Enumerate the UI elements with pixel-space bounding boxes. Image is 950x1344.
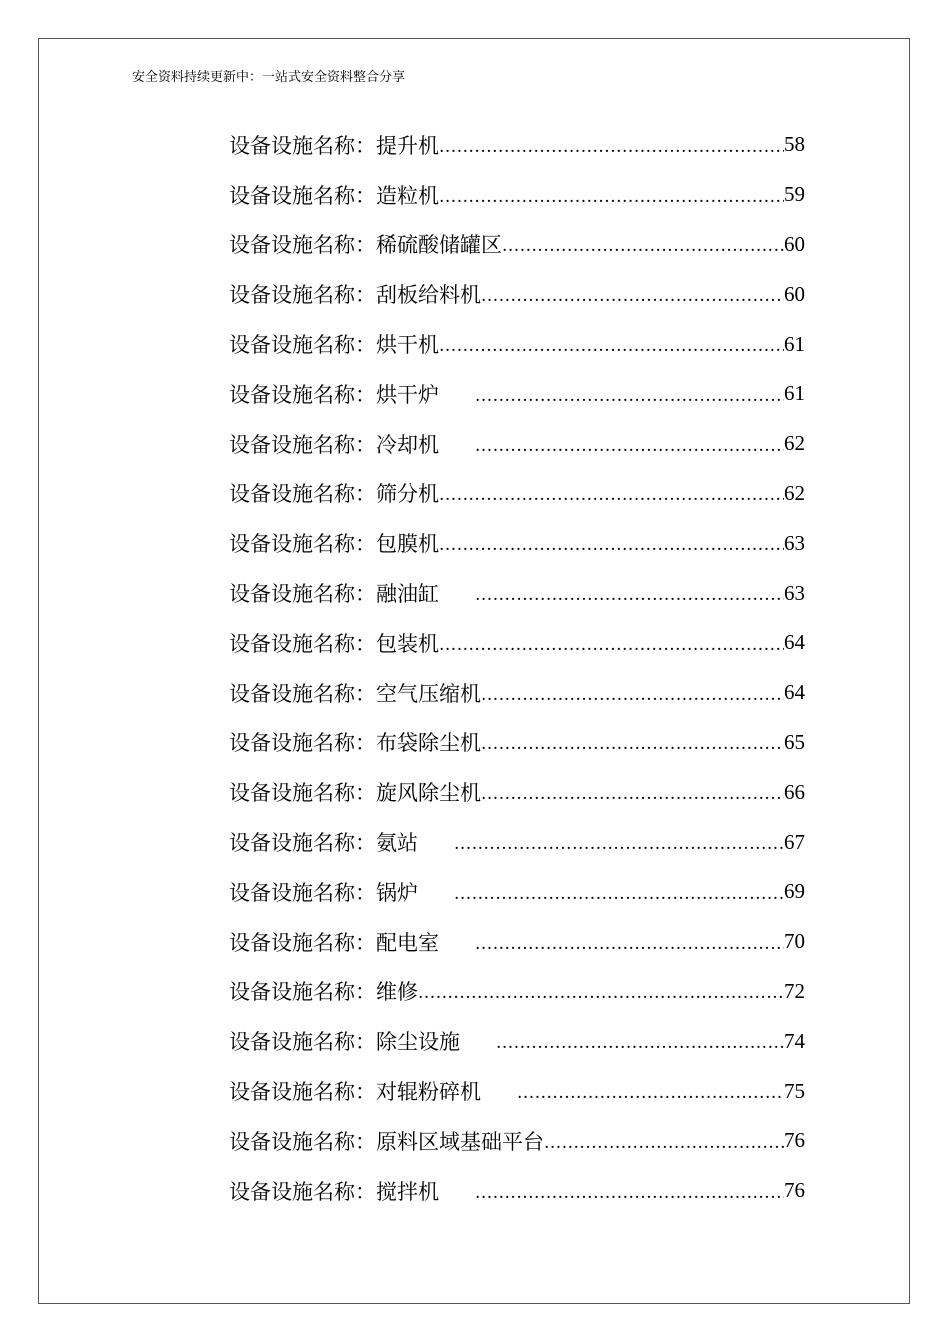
toc-dot-leader bbox=[517, 1081, 784, 1105]
toc-entry[interactable] bbox=[229, 419, 805, 469]
toc-entry[interactable] bbox=[229, 967, 805, 1017]
toc-entry-name: 烘干炉 bbox=[376, 382, 439, 407]
toc-dot-leader bbox=[439, 483, 784, 507]
toc-dot-leader bbox=[502, 234, 784, 258]
toc-dot-leader bbox=[439, 135, 784, 159]
toc-dot-leader bbox=[481, 683, 784, 707]
toc-entry-prefix: 设备设施名称： bbox=[229, 880, 376, 905]
toc-entry-name: 融油缸 bbox=[376, 582, 439, 607]
toc-entry-page-number: 65 bbox=[784, 729, 805, 754]
toc-entry-page-number: 66 bbox=[784, 779, 805, 804]
toc-entry[interactable] bbox=[229, 1166, 805, 1216]
toc-dot-leader bbox=[439, 533, 784, 557]
toc-dot-leader bbox=[439, 185, 784, 209]
toc-dot-leader bbox=[454, 882, 784, 906]
toc-entry-name: 旋风除尘机 bbox=[376, 781, 481, 806]
table-of-contents bbox=[229, 120, 805, 1216]
toc-entry-name: 空气压缩机 bbox=[376, 681, 481, 706]
toc-entry-name: 提升机 bbox=[376, 133, 439, 158]
toc-entry-prefix: 设备设施名称： bbox=[229, 582, 376, 607]
toc-entry-name: 刮板给料机 bbox=[376, 283, 481, 308]
toc-dot-leader bbox=[439, 334, 784, 358]
toc-entry-page-number: 64 bbox=[784, 630, 805, 655]
toc-entry-page-number: 70 bbox=[784, 929, 805, 954]
toc-entry-prefix: 设备设施名称： bbox=[229, 133, 376, 158]
toc-entry-prefix: 设备设施名称： bbox=[229, 1030, 376, 1055]
toc-entry[interactable] bbox=[229, 917, 805, 967]
toc-dot-leader bbox=[454, 832, 784, 856]
toc-entry-page-number: 60 bbox=[784, 281, 805, 306]
toc-entry-name: 配电室 bbox=[376, 930, 439, 955]
toc-entry-page-number: 58 bbox=[784, 132, 805, 157]
toc-dot-leader bbox=[481, 782, 784, 806]
toc-entry[interactable] bbox=[229, 369, 805, 419]
toc-entry-prefix: 设备设施名称： bbox=[229, 283, 376, 308]
toc-entry-prefix: 设备设施名称： bbox=[229, 781, 376, 806]
toc-entry-prefix: 设备设施名称： bbox=[229, 382, 376, 407]
toc-entry-page-number: 61 bbox=[784, 381, 805, 406]
toc-entry-page-number: 62 bbox=[784, 431, 805, 456]
toc-entry[interactable] bbox=[229, 269, 805, 319]
toc-dot-leader bbox=[475, 1181, 784, 1205]
toc-entry-prefix: 设备设施名称： bbox=[229, 1129, 376, 1154]
toc-entry-page-number: 62 bbox=[784, 480, 805, 505]
toc-entry[interactable] bbox=[229, 1066, 805, 1116]
toc-entry[interactable] bbox=[229, 469, 805, 519]
toc-dot-leader bbox=[481, 284, 784, 308]
toc-entry[interactable] bbox=[229, 1016, 805, 1066]
toc-entry-name: 氨站 bbox=[376, 831, 418, 856]
toc-entry-page-number: 61 bbox=[784, 331, 805, 356]
page-header: 安全资料持续更新中：一站式安全资料整合分享 bbox=[132, 70, 406, 85]
toc-entry-prefix: 设备设施名称： bbox=[229, 233, 376, 258]
toc-entry[interactable] bbox=[229, 518, 805, 568]
toc-entry-prefix: 设备设施名称： bbox=[229, 980, 376, 1005]
toc-entry[interactable] bbox=[229, 618, 805, 668]
toc-dot-leader bbox=[418, 981, 784, 1005]
toc-entry[interactable] bbox=[229, 120, 805, 170]
toc-dot-leader bbox=[475, 384, 784, 408]
toc-entry-page-number: 69 bbox=[784, 879, 805, 904]
toc-entry-prefix: 设备设施名称： bbox=[229, 831, 376, 856]
toc-entry-name: 筛分机 bbox=[376, 482, 439, 507]
toc-entry-page-number: 74 bbox=[784, 1028, 805, 1053]
toc-entry-prefix: 设备设施名称： bbox=[229, 930, 376, 955]
toc-entry-page-number: 76 bbox=[784, 1178, 805, 1203]
toc-entry[interactable] bbox=[229, 817, 805, 867]
toc-entry[interactable] bbox=[229, 668, 805, 718]
toc-entry-prefix: 设备设施名称： bbox=[229, 183, 376, 208]
toc-entry-page-number: 75 bbox=[784, 1078, 805, 1103]
toc-entry-page-number: 59 bbox=[784, 182, 805, 207]
toc-entry[interactable] bbox=[229, 170, 805, 220]
toc-entry-page-number: 63 bbox=[784, 530, 805, 555]
toc-entry[interactable] bbox=[229, 220, 805, 270]
toc-entry-prefix: 设备设施名称： bbox=[229, 631, 376, 656]
toc-entry-name: 稀硫酸储罐区 bbox=[376, 233, 502, 258]
toc-entry-name: 除尘设施 bbox=[376, 1030, 460, 1055]
toc-dot-leader bbox=[475, 434, 784, 458]
toc-entry-prefix: 设备设施名称： bbox=[229, 333, 376, 358]
toc-entry[interactable] bbox=[229, 319, 805, 369]
toc-dot-leader bbox=[475, 932, 784, 956]
toc-entry-name: 布袋除尘机 bbox=[376, 731, 481, 756]
toc-entry-name: 包膜机 bbox=[376, 532, 439, 557]
toc-entry-name: 造粒机 bbox=[376, 183, 439, 208]
toc-entry-name: 对辊粉碎机 bbox=[376, 1080, 481, 1105]
toc-dot-leader bbox=[481, 732, 784, 756]
toc-dot-leader bbox=[439, 633, 784, 657]
toc-entry-prefix: 设备设施名称： bbox=[229, 432, 376, 457]
toc-entry[interactable] bbox=[229, 867, 805, 917]
toc-entry-name: 锅炉 bbox=[376, 880, 418, 905]
toc-entry-page-number: 76 bbox=[784, 1128, 805, 1153]
toc-entry-prefix: 设备设施名称： bbox=[229, 731, 376, 756]
toc-entry[interactable] bbox=[229, 718, 805, 768]
toc-entry-page-number: 63 bbox=[784, 580, 805, 605]
toc-entry-page-number: 67 bbox=[784, 829, 805, 854]
toc-entry[interactable] bbox=[229, 568, 805, 618]
toc-entry-name: 维修 bbox=[376, 980, 418, 1005]
toc-entry-prefix: 设备设施名称： bbox=[229, 681, 376, 706]
toc-entry-name: 原料区域基础平台 bbox=[376, 1129, 544, 1154]
toc-entry-prefix: 设备设施名称： bbox=[229, 532, 376, 557]
toc-entry-page-number: 64 bbox=[784, 680, 805, 705]
toc-entry-page-number: 60 bbox=[784, 231, 805, 256]
toc-dot-leader bbox=[496, 1031, 784, 1055]
toc-entry-name: 搅拌机 bbox=[376, 1179, 439, 1204]
toc-dot-leader bbox=[544, 1131, 784, 1155]
toc-entry-name: 烘干机 bbox=[376, 333, 439, 358]
toc-dot-leader bbox=[475, 583, 784, 607]
toc-entry-name: 包装机 bbox=[376, 631, 439, 656]
toc-entry-prefix: 设备设施名称： bbox=[229, 1179, 376, 1204]
toc-entry-prefix: 设备设施名称： bbox=[229, 1080, 376, 1105]
toc-entry[interactable] bbox=[229, 767, 805, 817]
toc-entry-name: 冷却机 bbox=[376, 432, 439, 457]
toc-entry-prefix: 设备设施名称： bbox=[229, 482, 376, 507]
toc-entry[interactable] bbox=[229, 1116, 805, 1166]
toc-entry-page-number: 72 bbox=[784, 978, 805, 1003]
